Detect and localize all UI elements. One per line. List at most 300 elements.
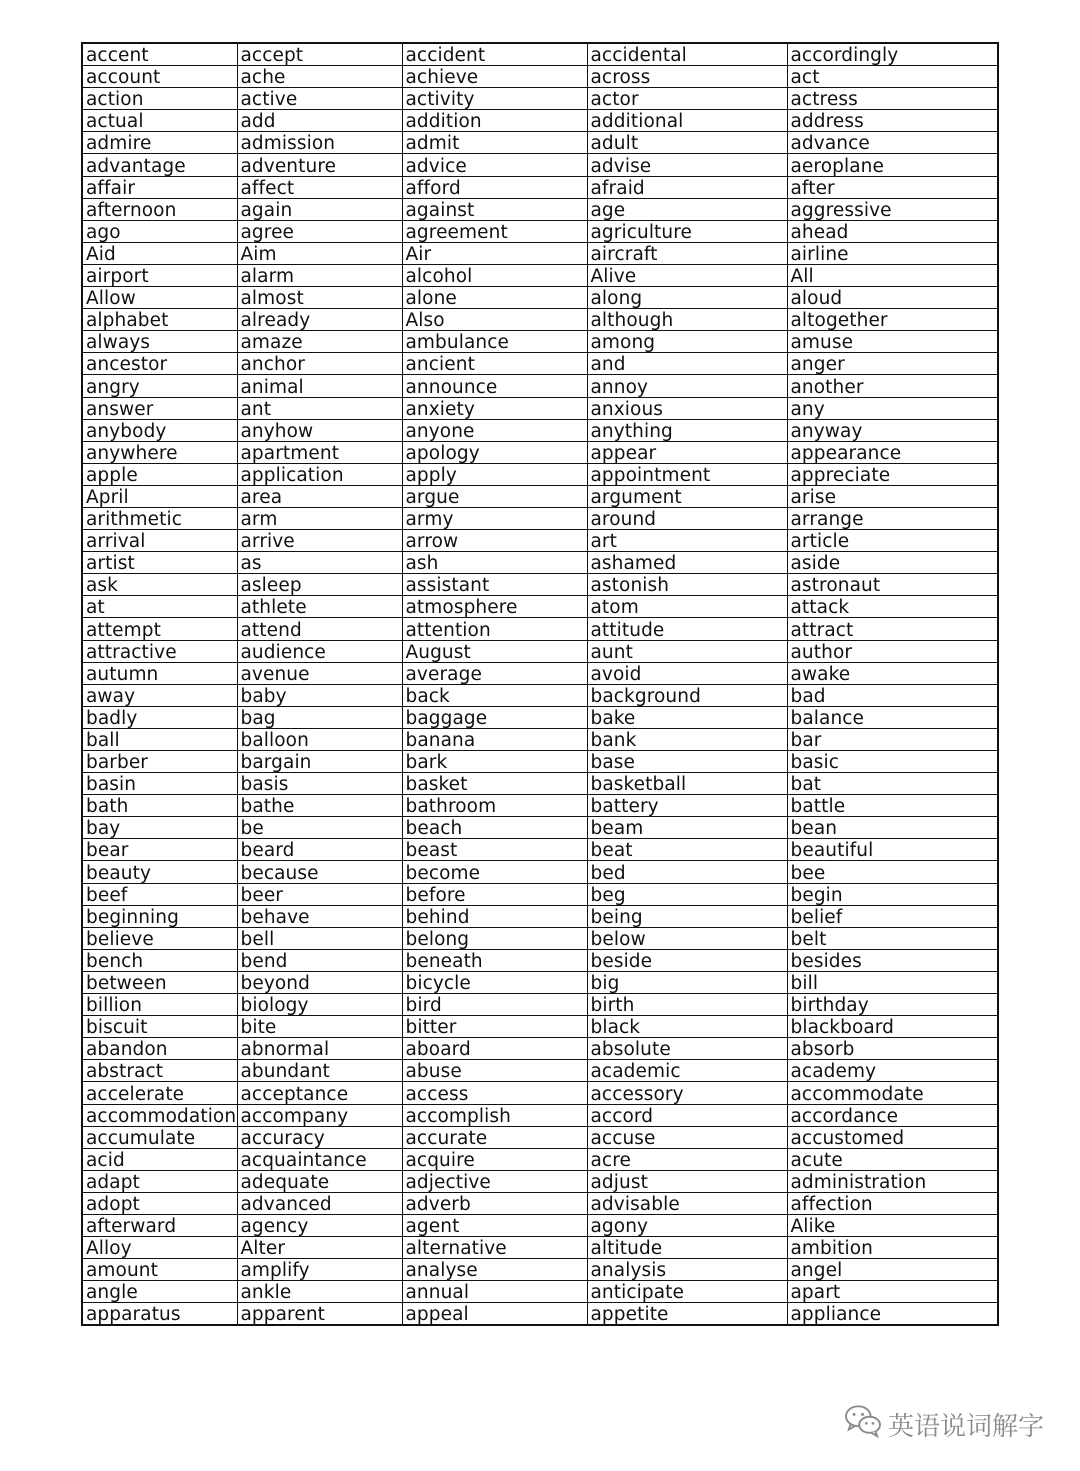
- word-cell: afford: [402, 176, 587, 198]
- word-cell: arm: [237, 507, 402, 529]
- word-cell: baby: [237, 684, 402, 706]
- word-cell: avenue: [237, 662, 402, 684]
- table-row: [82, 463, 998, 485]
- word-cell: birth: [587, 994, 787, 1016]
- word-cell: beauty: [82, 861, 237, 883]
- word-cell: anything: [587, 419, 787, 441]
- word-cell: besides: [787, 949, 998, 971]
- word-cell: Allow: [82, 287, 237, 309]
- word-cell: actress: [787, 88, 998, 110]
- word-cell: bar: [787, 728, 998, 750]
- word-cell: beat: [587, 839, 787, 861]
- word-cell: attract: [787, 618, 998, 640]
- word-cell: again: [237, 198, 402, 220]
- word-cell: annoy: [587, 375, 787, 397]
- table-row: [82, 287, 998, 309]
- word-cell: billion: [82, 994, 237, 1016]
- word-cell: bend: [237, 949, 402, 971]
- word-cell: biology: [237, 994, 402, 1016]
- word-cell: apply: [402, 463, 587, 485]
- table-row: [82, 618, 998, 640]
- table-row: [82, 817, 998, 839]
- word-cell: advantage: [82, 154, 237, 176]
- word-cell: barber: [82, 751, 237, 773]
- table-row: [82, 927, 998, 949]
- word-cell: any: [787, 397, 998, 419]
- table-row: [82, 242, 998, 264]
- word-cell: bell: [237, 927, 402, 949]
- word-cell: bear: [82, 839, 237, 861]
- word-cell: belief: [787, 905, 998, 927]
- word-cell: anybody: [82, 419, 237, 441]
- word-cell: bite: [237, 1016, 402, 1038]
- word-cell: ball: [82, 728, 237, 750]
- word-cell: behave: [237, 905, 402, 927]
- word-cell: although: [587, 309, 787, 331]
- word-cell: afternoon: [82, 198, 237, 220]
- word-cell: around: [587, 507, 787, 529]
- word-cell: acceptance: [237, 1082, 402, 1104]
- word-cell: address: [787, 110, 998, 132]
- word-cell: avoid: [587, 662, 787, 684]
- word-cell: agency: [237, 1214, 402, 1236]
- table-row: [82, 751, 998, 773]
- word-cell: agree: [237, 220, 402, 242]
- word-cell: alternative: [402, 1237, 587, 1259]
- word-cell: attend: [237, 618, 402, 640]
- word-cell: believe: [82, 927, 237, 949]
- word-cell: appetite: [587, 1303, 787, 1326]
- word-cell: almost: [237, 287, 402, 309]
- table-row: [82, 1038, 998, 1060]
- word-cell: bath: [82, 795, 237, 817]
- table-row: [82, 154, 998, 176]
- word-cell: apple: [82, 463, 237, 485]
- word-cell: black: [587, 1016, 787, 1038]
- word-cell: argument: [587, 485, 787, 507]
- table-row: [82, 1170, 998, 1192]
- word-cell: along: [587, 287, 787, 309]
- word-cell: bill: [787, 971, 998, 993]
- word-cell: athlete: [237, 596, 402, 618]
- word-cell: analyse: [402, 1259, 587, 1281]
- word-cell: between: [82, 971, 237, 993]
- table-row: [82, 684, 998, 706]
- word-cell: affect: [237, 176, 402, 198]
- word-cell: alphabet: [82, 309, 237, 331]
- word-cell: accommodation: [82, 1104, 237, 1126]
- word-cell: abandon: [82, 1038, 237, 1060]
- word-cell: adverb: [402, 1192, 587, 1214]
- word-cell: because: [237, 861, 402, 883]
- table-row: [82, 264, 998, 286]
- word-cell: astronaut: [787, 574, 998, 596]
- word-cell: adventure: [237, 154, 402, 176]
- word-cell: belt: [787, 927, 998, 949]
- word-cell: amaze: [237, 331, 402, 353]
- word-cell: airline: [787, 242, 998, 264]
- table-row: [82, 706, 998, 728]
- word-cell: acquire: [402, 1148, 587, 1170]
- word-cell: autumn: [82, 662, 237, 684]
- table-row: [82, 949, 998, 971]
- word-cell: among: [587, 331, 787, 353]
- word-cell: basis: [237, 773, 402, 795]
- word-cell: arrival: [82, 530, 237, 552]
- word-cell: atom: [587, 596, 787, 618]
- table-row: [82, 552, 998, 574]
- word-cell: appearance: [787, 441, 998, 463]
- word-cell: beast: [402, 839, 587, 861]
- word-cell: Also: [402, 309, 587, 331]
- word-cell: apart: [787, 1281, 998, 1303]
- word-cell: bean: [787, 817, 998, 839]
- word-cell: angle: [82, 1281, 237, 1303]
- word-cell: accuse: [587, 1126, 787, 1148]
- word-cell: ambition: [787, 1237, 998, 1259]
- word-cell: bark: [402, 751, 587, 773]
- word-cell: anywhere: [82, 441, 237, 463]
- word-cell: agony: [587, 1214, 787, 1236]
- wechat-icon: [844, 1404, 882, 1445]
- word-cell: advisable: [587, 1192, 787, 1214]
- word-cell: atmosphere: [402, 596, 587, 618]
- word-cell: apparatus: [82, 1303, 237, 1326]
- word-cell: area: [237, 485, 402, 507]
- word-cell: Alloy: [82, 1237, 237, 1259]
- word-cell: Aim: [237, 242, 402, 264]
- word-cell: altogether: [787, 309, 998, 331]
- word-cell: and: [587, 353, 787, 375]
- word-cell: bird: [402, 994, 587, 1016]
- word-cell: anyhow: [237, 419, 402, 441]
- word-cell: artist: [82, 552, 237, 574]
- word-cell: basket: [402, 773, 587, 795]
- word-cell: academy: [787, 1060, 998, 1082]
- word-cell: acquaintance: [237, 1148, 402, 1170]
- word-cell: argue: [402, 485, 587, 507]
- word-cell: accidental: [587, 43, 787, 66]
- word-cell: baggage: [402, 706, 587, 728]
- word-cell: awake: [787, 662, 998, 684]
- word-cell: amplify: [237, 1259, 402, 1281]
- word-cell: animal: [237, 375, 402, 397]
- word-cell: afraid: [587, 176, 787, 198]
- word-cell: beginning: [82, 905, 237, 927]
- word-cell: administration: [787, 1170, 998, 1192]
- word-cell: activity: [402, 88, 587, 110]
- word-cell: bee: [787, 861, 998, 883]
- word-cell: audience: [237, 640, 402, 662]
- word-cell: adjust: [587, 1170, 787, 1192]
- word-cell: advanced: [237, 1192, 402, 1214]
- table-row: [82, 1281, 998, 1303]
- word-cell: aircraft: [587, 242, 787, 264]
- word-cell: behind: [402, 905, 587, 927]
- word-cell: active: [237, 88, 402, 110]
- word-cell: anticipate: [587, 1281, 787, 1303]
- word-cell: appreciate: [787, 463, 998, 485]
- word-cell: advice: [402, 154, 587, 176]
- word-cell: accustomed: [787, 1126, 998, 1148]
- word-cell: aunt: [587, 640, 787, 662]
- word-cell: battery: [587, 795, 787, 817]
- word-cell: add: [237, 110, 402, 132]
- word-cell: absorb: [787, 1038, 998, 1060]
- word-cell: across: [587, 66, 787, 88]
- word-cell: basketball: [587, 773, 787, 795]
- word-cell: bat: [787, 773, 998, 795]
- word-cell: anxiety: [402, 397, 587, 419]
- word-cell: accurate: [402, 1126, 587, 1148]
- word-cell: abundant: [237, 1060, 402, 1082]
- word-cell: aboard: [402, 1038, 587, 1060]
- word-cell: airport: [82, 264, 237, 286]
- word-cell: bay: [82, 817, 237, 839]
- word-table: [81, 42, 999, 1326]
- word-cell: bed: [587, 861, 787, 883]
- table-row: [82, 530, 998, 552]
- word-cell: ache: [237, 66, 402, 88]
- word-cell: battle: [787, 795, 998, 817]
- word-cell: angel: [787, 1259, 998, 1281]
- table-row: [82, 1192, 998, 1214]
- table-row: [82, 1259, 998, 1281]
- word-cell: agreement: [402, 220, 587, 242]
- word-cell: big: [587, 971, 787, 993]
- table-row: [82, 1148, 998, 1170]
- word-cell: beside: [587, 949, 787, 971]
- word-cell: August: [402, 640, 587, 662]
- word-cell: aeroplane: [787, 154, 998, 176]
- word-cell: afterward: [82, 1214, 237, 1236]
- word-cell: addition: [402, 110, 587, 132]
- word-cell: abuse: [402, 1060, 587, 1082]
- word-cell: bad: [787, 684, 998, 706]
- table-row: [82, 773, 998, 795]
- word-cell: be: [237, 817, 402, 839]
- word-cell: ancient: [402, 353, 587, 375]
- table-row: [82, 309, 998, 331]
- word-cell: away: [82, 684, 237, 706]
- table-row: [82, 375, 998, 397]
- word-cell: against: [402, 198, 587, 220]
- word-cell: beard: [237, 839, 402, 861]
- word-cell: attack: [787, 596, 998, 618]
- word-cell: aggressive: [787, 198, 998, 220]
- table-row: [82, 971, 998, 993]
- word-cell: another: [787, 375, 998, 397]
- word-cell: accomplish: [402, 1104, 587, 1126]
- word-cell: April: [82, 485, 237, 507]
- word-cell: arrive: [237, 530, 402, 552]
- word-cell: balance: [787, 706, 998, 728]
- word-cell: beautiful: [787, 839, 998, 861]
- word-cell: asleep: [237, 574, 402, 596]
- word-cell: bitter: [402, 1016, 587, 1038]
- word-cell: adjective: [402, 1170, 587, 1192]
- word-cell: actual: [82, 110, 237, 132]
- word-cell: abnormal: [237, 1038, 402, 1060]
- word-cell: attention: [402, 618, 587, 640]
- word-table-body: [82, 43, 998, 1325]
- word-cell: accessory: [587, 1082, 787, 1104]
- table-row: [82, 353, 998, 375]
- word-cell: accident: [402, 43, 587, 66]
- word-cell: act: [787, 66, 998, 88]
- word-cell: accelerate: [82, 1082, 237, 1104]
- word-cell: accommodate: [787, 1082, 998, 1104]
- word-cell: always: [82, 331, 237, 353]
- word-cell: anchor: [237, 353, 402, 375]
- table-row: [82, 66, 998, 88]
- word-cell: accord: [587, 1104, 787, 1126]
- word-cell: account: [82, 66, 237, 88]
- watermark-text: 英语说词解字: [887, 1411, 1044, 1442]
- table-row: [82, 1060, 998, 1082]
- word-cell: bag: [237, 706, 402, 728]
- word-cell: accordance: [787, 1104, 998, 1126]
- word-cell: amount: [82, 1259, 237, 1281]
- table-row: [82, 419, 998, 441]
- word-cell: adapt: [82, 1170, 237, 1192]
- table-row: [82, 596, 998, 618]
- word-cell: below: [587, 927, 787, 949]
- word-cell: appeal: [402, 1303, 587, 1326]
- word-cell: ask: [82, 574, 237, 596]
- word-cell: after: [787, 176, 998, 198]
- word-cell: absolute: [587, 1038, 787, 1060]
- word-cell: admit: [402, 132, 587, 154]
- word-cell: blackboard: [787, 1016, 998, 1038]
- word-cell: army: [402, 507, 587, 529]
- word-cell: badly: [82, 706, 237, 728]
- word-cell: adequate: [237, 1170, 402, 1192]
- table-row: [82, 1237, 998, 1259]
- table-row: [82, 994, 998, 1016]
- word-cell: bench: [82, 949, 237, 971]
- watermark: [844, 1402, 1044, 1446]
- word-cell: additional: [587, 110, 787, 132]
- word-cell: beef: [82, 883, 237, 905]
- word-cell: application: [237, 463, 402, 485]
- word-cell: basin: [82, 773, 237, 795]
- word-cell: beneath: [402, 949, 587, 971]
- word-cell: apartment: [237, 441, 402, 463]
- word-cell: anyone: [402, 419, 587, 441]
- word-cell: agent: [402, 1214, 587, 1236]
- word-cell: biscuit: [82, 1016, 237, 1038]
- word-cell: average: [402, 662, 587, 684]
- word-cell: being: [587, 905, 787, 927]
- table-row: [82, 1016, 998, 1038]
- table-row: [82, 1082, 998, 1104]
- word-cell: alone: [402, 287, 587, 309]
- word-cell: ancestor: [82, 353, 237, 375]
- word-cell: accordingly: [787, 43, 998, 66]
- table-row: [82, 485, 998, 507]
- table-row: [82, 574, 998, 596]
- table-row: [82, 662, 998, 684]
- word-cell: annual: [402, 1281, 587, 1303]
- word-cell: analysis: [587, 1259, 787, 1281]
- table-row: [82, 507, 998, 529]
- word-cell: advise: [587, 154, 787, 176]
- word-cell: accuracy: [237, 1126, 402, 1148]
- word-cell: accept: [237, 43, 402, 66]
- word-cell: attempt: [82, 618, 237, 640]
- word-cell: author: [787, 640, 998, 662]
- word-cell: article: [787, 530, 998, 552]
- word-cell: action: [82, 88, 237, 110]
- word-cell: Alike: [787, 1214, 998, 1236]
- word-cell: bathroom: [402, 795, 587, 817]
- word-cell: alarm: [237, 264, 402, 286]
- word-cell: altitude: [587, 1237, 787, 1259]
- word-cell: balloon: [237, 728, 402, 750]
- table-row: [82, 883, 998, 905]
- word-cell: ashamed: [587, 552, 787, 574]
- word-cell: apparent: [237, 1303, 402, 1326]
- word-cell: acid: [82, 1148, 237, 1170]
- word-cell: bathe: [237, 795, 402, 817]
- table-row: [82, 905, 998, 927]
- table-row: [82, 88, 998, 110]
- word-cell: begin: [787, 883, 998, 905]
- word-cell: base: [587, 751, 787, 773]
- word-cell: at: [82, 596, 237, 618]
- word-cell: beam: [587, 817, 787, 839]
- table-row: [82, 43, 998, 66]
- word-cell: beach: [402, 817, 587, 839]
- word-cell: before: [402, 883, 587, 905]
- word-cell: academic: [587, 1060, 787, 1082]
- word-cell: art: [587, 530, 787, 552]
- word-cell: as: [237, 552, 402, 574]
- word-cell: back: [402, 684, 587, 706]
- word-cell: ant: [237, 397, 402, 419]
- word-cell: beg: [587, 883, 787, 905]
- word-cell: banana: [402, 728, 587, 750]
- word-cell: answer: [82, 397, 237, 419]
- table-row: [82, 176, 998, 198]
- table-row: [82, 640, 998, 662]
- table-row: [82, 220, 998, 242]
- word-cell: ankle: [237, 1281, 402, 1303]
- word-cell: aside: [787, 552, 998, 574]
- word-cell: Air: [402, 242, 587, 264]
- word-cell: ahead: [787, 220, 998, 242]
- table-row: [82, 728, 998, 750]
- word-cell: bargain: [237, 751, 402, 773]
- word-cell: agriculture: [587, 220, 787, 242]
- word-cell: appointment: [587, 463, 787, 485]
- word-cell: apology: [402, 441, 587, 463]
- word-cell: adult: [587, 132, 787, 154]
- word-cell: assistant: [402, 574, 587, 596]
- table-row: [82, 1104, 998, 1126]
- word-cell: adopt: [82, 1192, 237, 1214]
- word-cell: arrow: [402, 530, 587, 552]
- word-cell: accumulate: [82, 1126, 237, 1148]
- word-cell: anyway: [787, 419, 998, 441]
- word-cell: basic: [787, 751, 998, 773]
- word-cell: appliance: [787, 1303, 998, 1326]
- word-cell: arithmetic: [82, 507, 237, 529]
- word-cell: admire: [82, 132, 237, 154]
- word-cell: access: [402, 1082, 587, 1104]
- word-cell: ash: [402, 552, 587, 574]
